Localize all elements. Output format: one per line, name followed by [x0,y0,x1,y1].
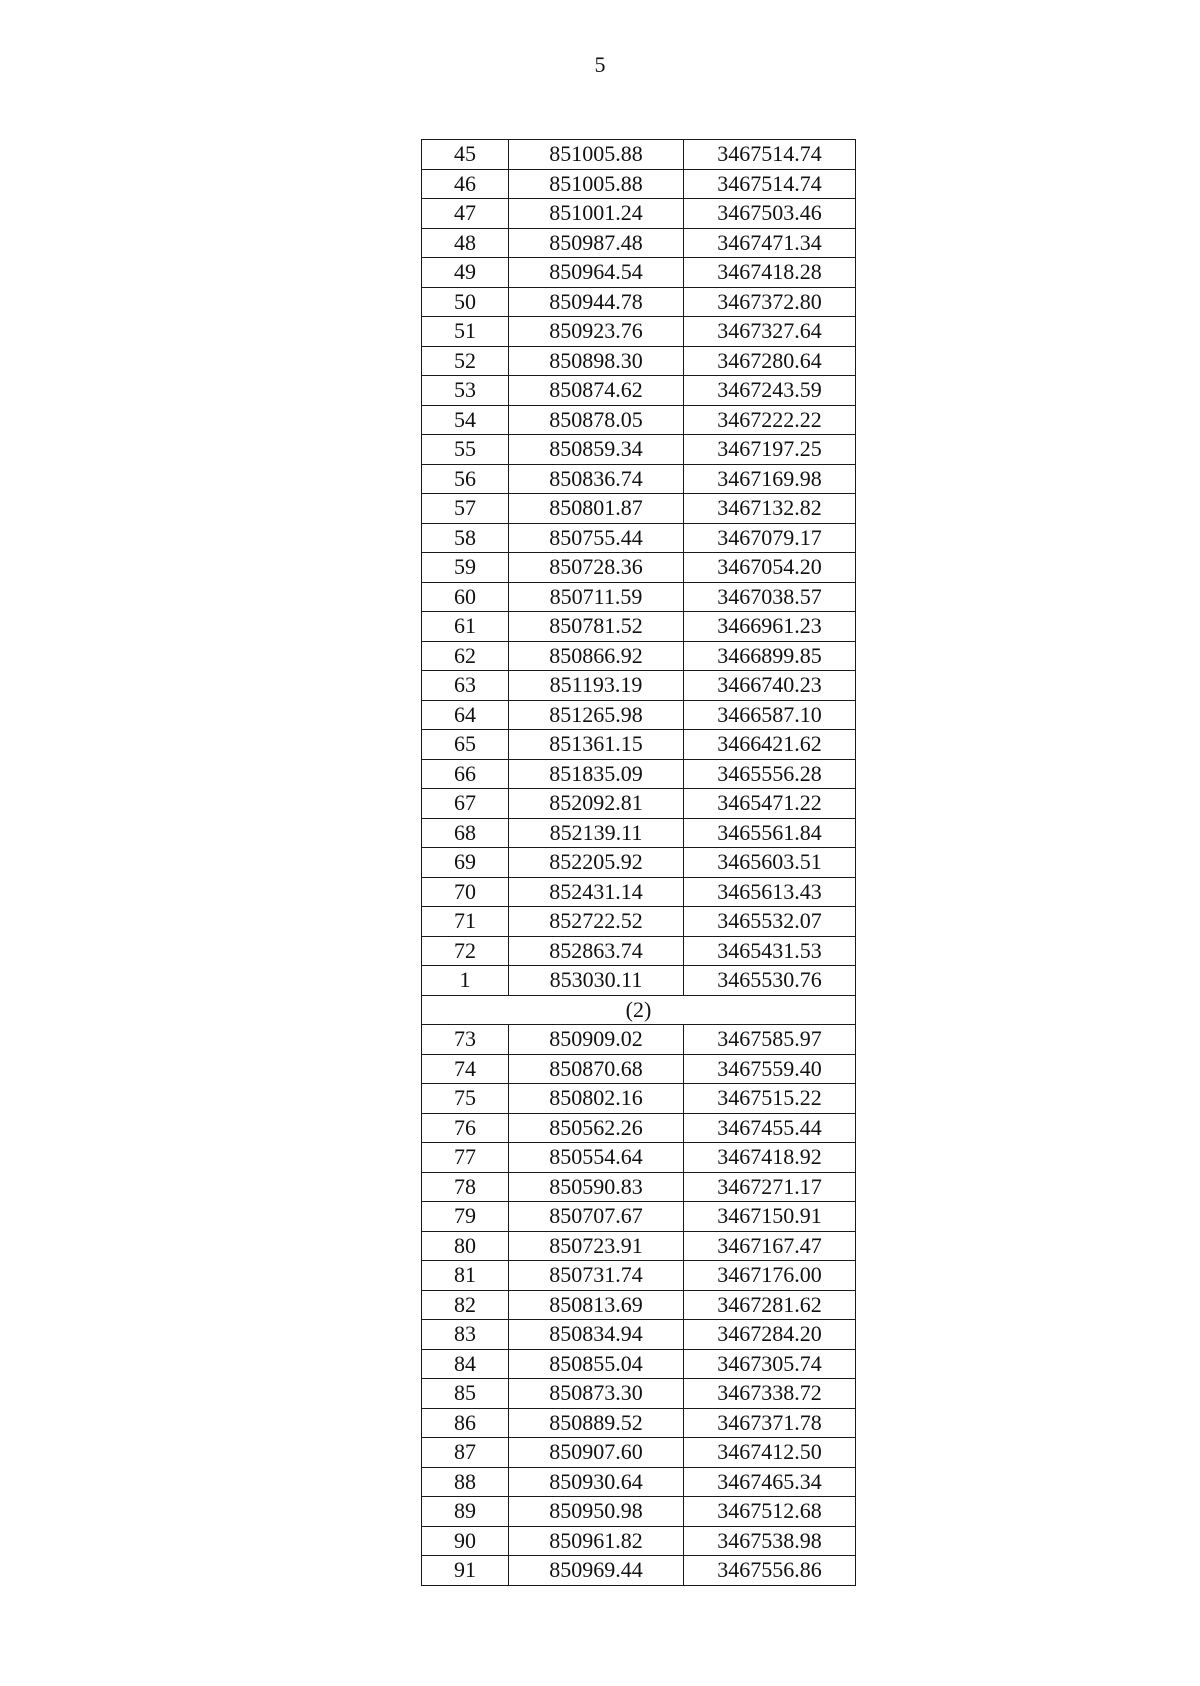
x-coordinate-cell: 850950.98 [509,1497,684,1527]
table-row [422,1379,856,1409]
table-row [422,700,856,730]
table-row [422,1438,856,1468]
x-coordinate-cell: 850802.16 [509,1084,684,1114]
table-row [422,1172,856,1202]
x-coordinate-cell: 850870.68 [509,1054,684,1084]
x-coordinate-cell: 852139.11 [509,818,684,848]
point-number-cell: 56 [422,464,509,494]
y-coordinate-cell: 3466740.23 [684,671,856,701]
y-coordinate-cell: 3467054.20 [684,553,856,583]
point-number-cell: 65 [422,730,509,760]
x-coordinate-cell: 850728.36 [509,553,684,583]
y-coordinate-cell: 3467222.22 [684,405,856,435]
y-coordinate-cell: 3465530.76 [684,966,856,996]
point-number-cell: 82 [422,1290,509,1320]
x-coordinate-cell: 850554.64 [509,1143,684,1173]
point-number-cell: 76 [422,1113,509,1143]
x-coordinate-cell: 850907.60 [509,1438,684,1468]
x-coordinate-cell: 850731.74 [509,1261,684,1291]
y-coordinate-cell: 3465556.28 [684,759,856,789]
point-number-cell: 80 [422,1231,509,1261]
x-coordinate-cell: 850836.74 [509,464,684,494]
y-coordinate-cell: 3467176.00 [684,1261,856,1291]
point-number-cell: 91 [422,1556,509,1586]
y-coordinate-cell: 3467197.25 [684,435,856,465]
x-coordinate-cell: 850866.92 [509,641,684,671]
point-number-cell: 52 [422,346,509,376]
point-number-cell: 49 [422,258,509,288]
y-coordinate-cell: 3465471.22 [684,789,856,819]
y-coordinate-cell: 3467132.82 [684,494,856,524]
point-number-cell: 72 [422,936,509,966]
table-row [422,317,856,347]
x-coordinate-cell: 850781.52 [509,612,684,642]
point-number-cell: 58 [422,523,509,553]
x-coordinate-cell: 851835.09 [509,759,684,789]
point-number-cell: 89 [422,1497,509,1527]
point-number-cell: 60 [422,582,509,612]
table-row [422,848,856,878]
point-number-cell: 66 [422,759,509,789]
y-coordinate-cell: 3467079.17 [684,523,856,553]
x-coordinate-cell: 850889.52 [509,1408,684,1438]
y-coordinate-cell: 3465431.53 [684,936,856,966]
point-number-cell: 47 [422,199,509,229]
y-coordinate-cell: 3467281.62 [684,1290,856,1320]
y-coordinate-cell: 3467372.80 [684,287,856,317]
table-row [422,1320,856,1350]
table-row [422,523,856,553]
y-coordinate-cell: 3467515.22 [684,1084,856,1114]
point-number-cell: 88 [422,1467,509,1497]
point-number-cell: 59 [422,553,509,583]
x-coordinate-cell: 851265.98 [509,700,684,730]
y-coordinate-cell: 3467418.28 [684,258,856,288]
y-coordinate-cell: 3467559.40 [684,1054,856,1084]
point-number-cell: 81 [422,1261,509,1291]
page-number: 5 [594,52,606,77]
point-number-cell: 70 [422,877,509,907]
y-coordinate-cell: 3467514.74 [684,140,856,170]
table-row [422,1231,856,1261]
point-number-cell: 68 [422,818,509,848]
point-number-cell: 75 [422,1084,509,1114]
point-number-cell: 90 [422,1526,509,1556]
y-coordinate-cell: 3467585.97 [684,1025,856,1055]
x-coordinate-cell: 850562.26 [509,1113,684,1143]
y-coordinate-cell: 3467167.47 [684,1231,856,1261]
x-coordinate-cell: 850898.30 [509,346,684,376]
x-coordinate-cell: 850590.83 [509,1172,684,1202]
y-coordinate-cell: 3465603.51 [684,848,856,878]
x-coordinate-cell: 850723.91 [509,1231,684,1261]
table-row [422,258,856,288]
x-coordinate-cell: 850855.04 [509,1349,684,1379]
table-row [422,936,856,966]
y-coordinate-cell: 3465532.07 [684,907,856,937]
table-row [422,1556,856,1586]
point-number-cell: 63 [422,671,509,701]
y-coordinate-cell: 3467280.64 [684,346,856,376]
y-coordinate-cell: 3467371.78 [684,1408,856,1438]
table-row [422,1349,856,1379]
table-row [422,907,856,937]
y-coordinate-cell: 3467418.92 [684,1143,856,1173]
y-coordinate-cell: 3467150.91 [684,1202,856,1232]
x-coordinate-cell: 850711.59 [509,582,684,612]
x-coordinate-cell: 852205.92 [509,848,684,878]
point-number-cell: 55 [422,435,509,465]
table-row [422,228,856,258]
table-row [422,1143,856,1173]
point-number-cell: 74 [422,1054,509,1084]
table-row [422,553,856,583]
point-number-cell: 57 [422,494,509,524]
y-coordinate-cell: 3467465.34 [684,1467,856,1497]
y-coordinate-cell: 3467169.98 [684,464,856,494]
x-coordinate-cell: 852722.52 [509,907,684,937]
point-number-cell: 79 [422,1202,509,1232]
table-row [422,169,856,199]
y-coordinate-cell: 3466961.23 [684,612,856,642]
y-coordinate-cell: 3465613.43 [684,877,856,907]
y-coordinate-cell: 3467412.50 [684,1438,856,1468]
y-coordinate-cell: 3467503.46 [684,199,856,229]
point-number-cell: 46 [422,169,509,199]
table-row [422,818,856,848]
y-coordinate-cell: 3467305.74 [684,1349,856,1379]
table-row [422,1084,856,1114]
table-row [422,612,856,642]
x-coordinate-cell: 852431.14 [509,877,684,907]
y-coordinate-cell: 3465561.84 [684,818,856,848]
y-coordinate-cell: 3467327.64 [684,317,856,347]
table-row [422,1497,856,1527]
table-row [422,1202,856,1232]
x-coordinate-cell: 850755.44 [509,523,684,553]
x-coordinate-cell: 850987.48 [509,228,684,258]
table-row [422,1113,856,1143]
x-coordinate-cell: 850923.76 [509,317,684,347]
y-coordinate-cell: 3467038.57 [684,582,856,612]
x-coordinate-cell: 850859.34 [509,435,684,465]
y-coordinate-cell: 3467284.20 [684,1320,856,1350]
x-coordinate-cell: 853030.11 [509,966,684,996]
point-number-cell: 1 [422,966,509,996]
y-coordinate-cell: 3467556.86 [684,1556,856,1586]
x-coordinate-cell: 851193.19 [509,671,684,701]
x-coordinate-cell: 850874.62 [509,376,684,406]
table-row [422,966,856,996]
y-coordinate-cell: 3466421.62 [684,730,856,760]
table-row [422,435,856,465]
y-coordinate-cell: 3467338.72 [684,1379,856,1409]
y-coordinate-cell: 3467538.98 [684,1526,856,1556]
x-coordinate-cell: 850878.05 [509,405,684,435]
point-number-cell: 69 [422,848,509,878]
point-number-cell: 85 [422,1379,509,1409]
point-number-cell: 84 [422,1349,509,1379]
y-coordinate-cell: 3467455.44 [684,1113,856,1143]
section-header-row [422,995,856,1025]
point-number-cell: 54 [422,405,509,435]
x-coordinate-cell: 850801.87 [509,494,684,524]
x-coordinate-cell: 850834.94 [509,1320,684,1350]
x-coordinate-cell: 851001.24 [509,199,684,229]
point-number-cell: 45 [422,140,509,170]
x-coordinate-cell: 850969.44 [509,1556,684,1586]
table-row [422,376,856,406]
point-number-cell: 86 [422,1408,509,1438]
table-row [422,1408,856,1438]
table-row [422,730,856,760]
x-coordinate-cell: 852863.74 [509,936,684,966]
table-row [422,789,856,819]
point-number-cell: 62 [422,641,509,671]
x-coordinate-cell: 850813.69 [509,1290,684,1320]
coordinates-table [421,139,856,1586]
y-coordinate-cell: 3467271.17 [684,1172,856,1202]
table-row [422,1025,856,1055]
table-row [422,1261,856,1291]
table-row [422,1467,856,1497]
table-row [422,199,856,229]
point-number-cell: 53 [422,376,509,406]
table-row [422,1290,856,1320]
x-coordinate-cell: 851005.88 [509,169,684,199]
x-coordinate-cell: 850961.82 [509,1526,684,1556]
section-label: (2) [422,995,856,1025]
table-row [422,140,856,170]
y-coordinate-cell: 3467471.34 [684,228,856,258]
coordinates-table-body [422,140,856,1586]
y-coordinate-cell: 3466587.10 [684,700,856,730]
point-number-cell: 71 [422,907,509,937]
point-number-cell: 61 [422,612,509,642]
table-row [422,405,856,435]
x-coordinate-cell: 850873.30 [509,1379,684,1409]
table-row [422,671,856,701]
x-coordinate-cell: 850909.02 [509,1025,684,1055]
x-coordinate-cell: 851361.15 [509,730,684,760]
x-coordinate-cell: 850944.78 [509,287,684,317]
point-number-cell: 78 [422,1172,509,1202]
x-coordinate-cell: 852092.81 [509,789,684,819]
point-number-cell: 73 [422,1025,509,1055]
point-number-cell: 48 [422,228,509,258]
table-row [422,877,856,907]
table-row [422,346,856,376]
y-coordinate-cell: 3466899.85 [684,641,856,671]
point-number-cell: 64 [422,700,509,730]
point-number-cell: 50 [422,287,509,317]
x-coordinate-cell: 850964.54 [509,258,684,288]
table-row [422,287,856,317]
table-row [422,1526,856,1556]
table-row [422,641,856,671]
point-number-cell: 77 [422,1143,509,1173]
table-row [422,494,856,524]
x-coordinate-cell: 851005.88 [509,140,684,170]
point-number-cell: 87 [422,1438,509,1468]
y-coordinate-cell: 3467514.74 [684,169,856,199]
x-coordinate-cell: 850930.64 [509,1467,684,1497]
point-number-cell: 83 [422,1320,509,1350]
x-coordinate-cell: 850707.67 [509,1202,684,1232]
table-row [422,464,856,494]
table-row [422,759,856,789]
y-coordinate-cell: 3467243.59 [684,376,856,406]
table-row [422,582,856,612]
table-row [422,1054,856,1084]
point-number-cell: 67 [422,789,509,819]
point-number-cell: 51 [422,317,509,347]
y-coordinate-cell: 3467512.68 [684,1497,856,1527]
